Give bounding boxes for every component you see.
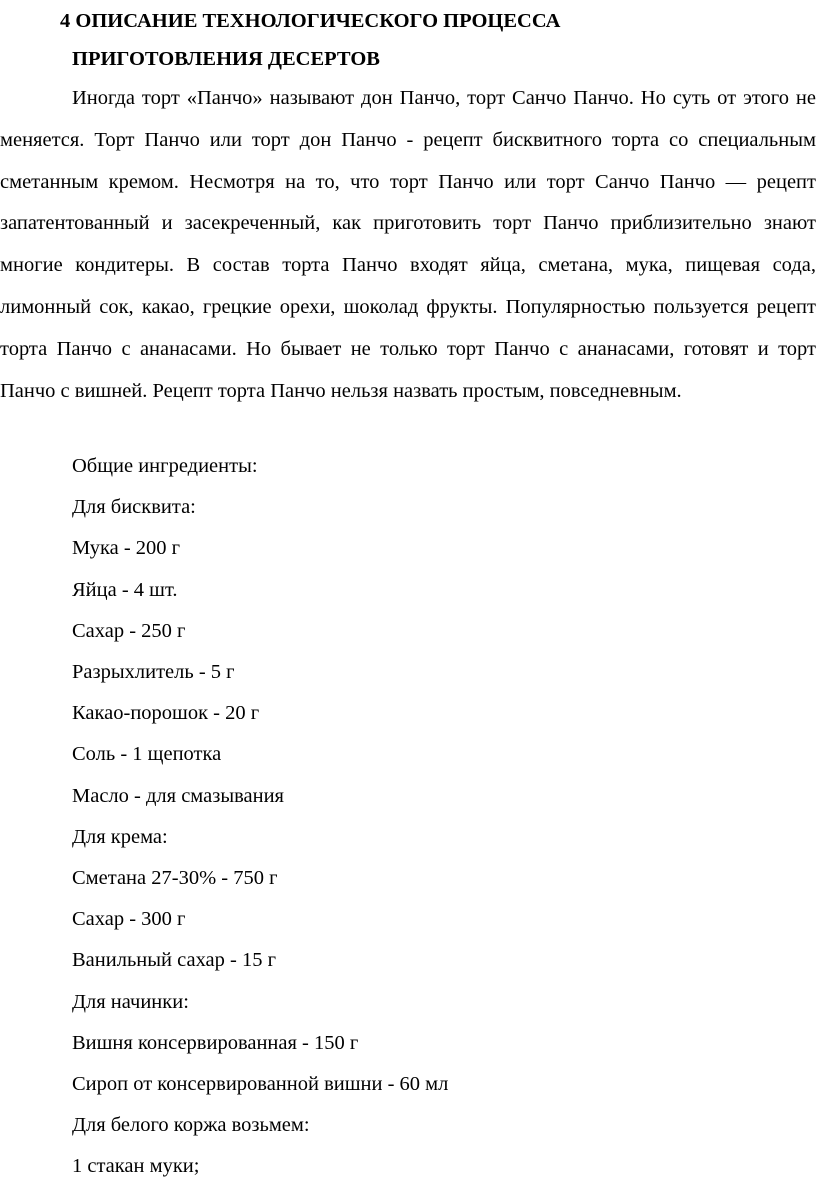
list-item: Сметана 27-30% - 750 г [72, 867, 278, 890]
section-heading-line-2: ПРИГОТОВЛЕНИЯ ДЕСЕРТОВ [72, 48, 380, 70]
section-heading-line-1: 4 ОПИСАНИЕ ТЕХНОЛОГИЧЕСКОГО ПРОЦЕССА [60, 10, 561, 32]
list-item: Яйца - 4 шт. [72, 578, 178, 601]
list-item: Сахар - 250 г [72, 619, 186, 642]
list-item: Мука - 200 г [72, 537, 181, 560]
list-item: Для крема: [72, 825, 168, 848]
list-item: Ванильный сахар - 15 г [72, 949, 277, 972]
list-item: Для белого коржа возьмем: [72, 1114, 310, 1137]
list-item: Общие ингредиенты: [72, 455, 258, 477]
section-heading [60, 2, 800, 78]
list-item: Какао-порошок - 20 г [72, 702, 260, 725]
ingredients-list [72, 446, 448, 1188]
list-item: Масло - для смазывания [72, 784, 284, 807]
list-item: Сахар - 300 г [72, 908, 186, 931]
intro-paragraph: Иногда торт «Панчо» называют дон Панчо, торт Санчо Панчо. Но суть от этого не меняется. Торт Панчо или торт дон Панчо - рецепт бисквитного торта со специальным сметанным кремом. Несмотря на то, что торт Панчо или торт Санчо Панчо — рецепт запатентованный и засекреченный, как приготовить торт Панчо приблизительно знают многие кондитеры. В состав торта Панчо входят яйца, сметана, мука, пищевая сода, лимонный сок, какао, грецкие орехи, шоколад фрукты. Популярностью пользуется рецепт торта Панчо с ананасами. Но бывает не только торт Панчо с ананасами, готовят и торт Панчо с вишней. Рецепт торта Панчо нельзя назвать простым, повседневным. [0, 87, 816, 402]
list-item: Вишня консервированная - 150 г [72, 1031, 359, 1054]
list-item: Соль - 1 щепотка [72, 743, 222, 766]
list-item: 1 стакан муки; [72, 1155, 200, 1178]
list-item: Разрыхлитель - 5 г [72, 661, 235, 684]
list-item: Сироп от консервированной вишни - 60 мл [72, 1073, 449, 1096]
list-item: Для бисквита: [72, 496, 196, 519]
list-item: Для начинки: [72, 990, 189, 1013]
